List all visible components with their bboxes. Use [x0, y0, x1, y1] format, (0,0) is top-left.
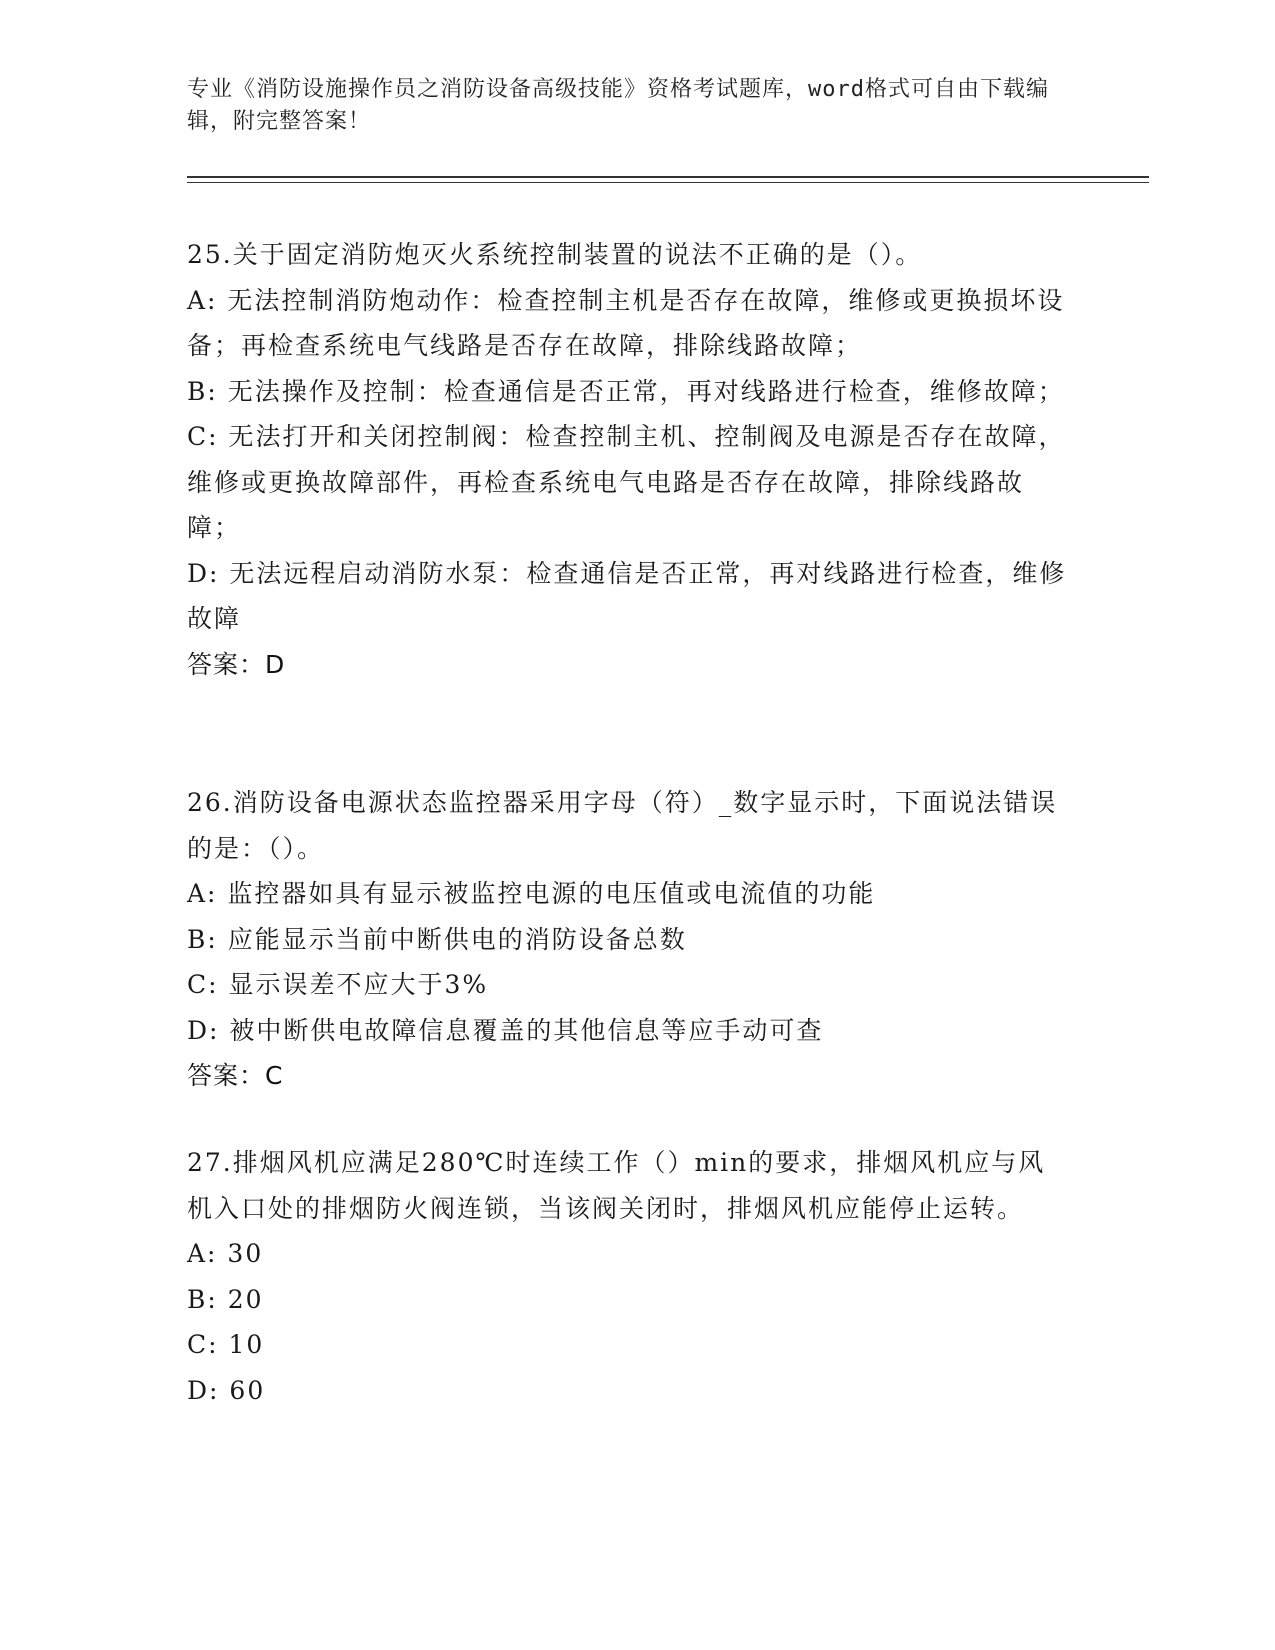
answer-label: 答案：C: [187, 1061, 284, 1090]
header-divider-thin: [187, 182, 1149, 183]
question-27: [187, 1140, 1067, 1413]
header-divider: [187, 176, 1149, 178]
document-header-intro: 专业《消防设施操作员之消防设备高级技能》资格考试题库，word格式可自由下载编辑，附完整答案！: [187, 77, 1049, 134]
question-stem: 26.消防设备电源状态监控器采用字母（符）_数字显示时，下面说法错误的是：（）。: [187, 788, 1058, 863]
question-25: [187, 232, 1067, 687]
option-a: A: 监控器如具有显示被监控电源的电压值或电流值的功能: [187, 879, 876, 908]
option-c: C: 无法打开和关闭控制阀：检查控制主机、控制阀及电源是否存在故障，维修或更换故障部件，再检查系统电气电路是否存在故障，排除线路故障；: [187, 422, 1066, 542]
option-d: D: 被中断供电故障信息覆盖的其他信息等应手动可查: [187, 1015, 824, 1045]
question-stem: 27.排烟风机应满足280℃时连续工作（）min的要求，排烟风机应与风机入口处的排烟防火阀连锁，当该阀关闭时，排烟风机应能停止运转。: [187, 1148, 1046, 1223]
option-d: D: 无法远程启动消防水泵：检查通信是否正常，再对线路进行检查，维修故障: [187, 558, 1067, 633]
question-stem: 25.关于固定消防炮灭火系统控制装置的说法不正确的是（）。: [187, 240, 923, 269]
option-a: A: 30: [187, 1239, 264, 1268]
option-c: C: 显示误差不应大于3%: [187, 970, 489, 999]
option-a: A: 无法控制消防炮动作：检查控制主机是否存在故障，维修或更换损坏设备；再检查系统电气线路是否存在故障，排除线路故障；: [187, 285, 1065, 360]
option-b: B: 20: [187, 1284, 264, 1314]
option-d: D: 60: [187, 1375, 266, 1405]
answer-label: 答案：D: [187, 649, 286, 679]
option-b: B: 无法操作及控制：检查通信是否正常，再对线路进行检查，维修故障；: [187, 376, 1065, 406]
question-26: [187, 780, 1067, 1099]
option-c: C: 10: [187, 1330, 265, 1359]
option-b: B: 应能显示当前中断供电的消防设备总数: [187, 924, 687, 954]
